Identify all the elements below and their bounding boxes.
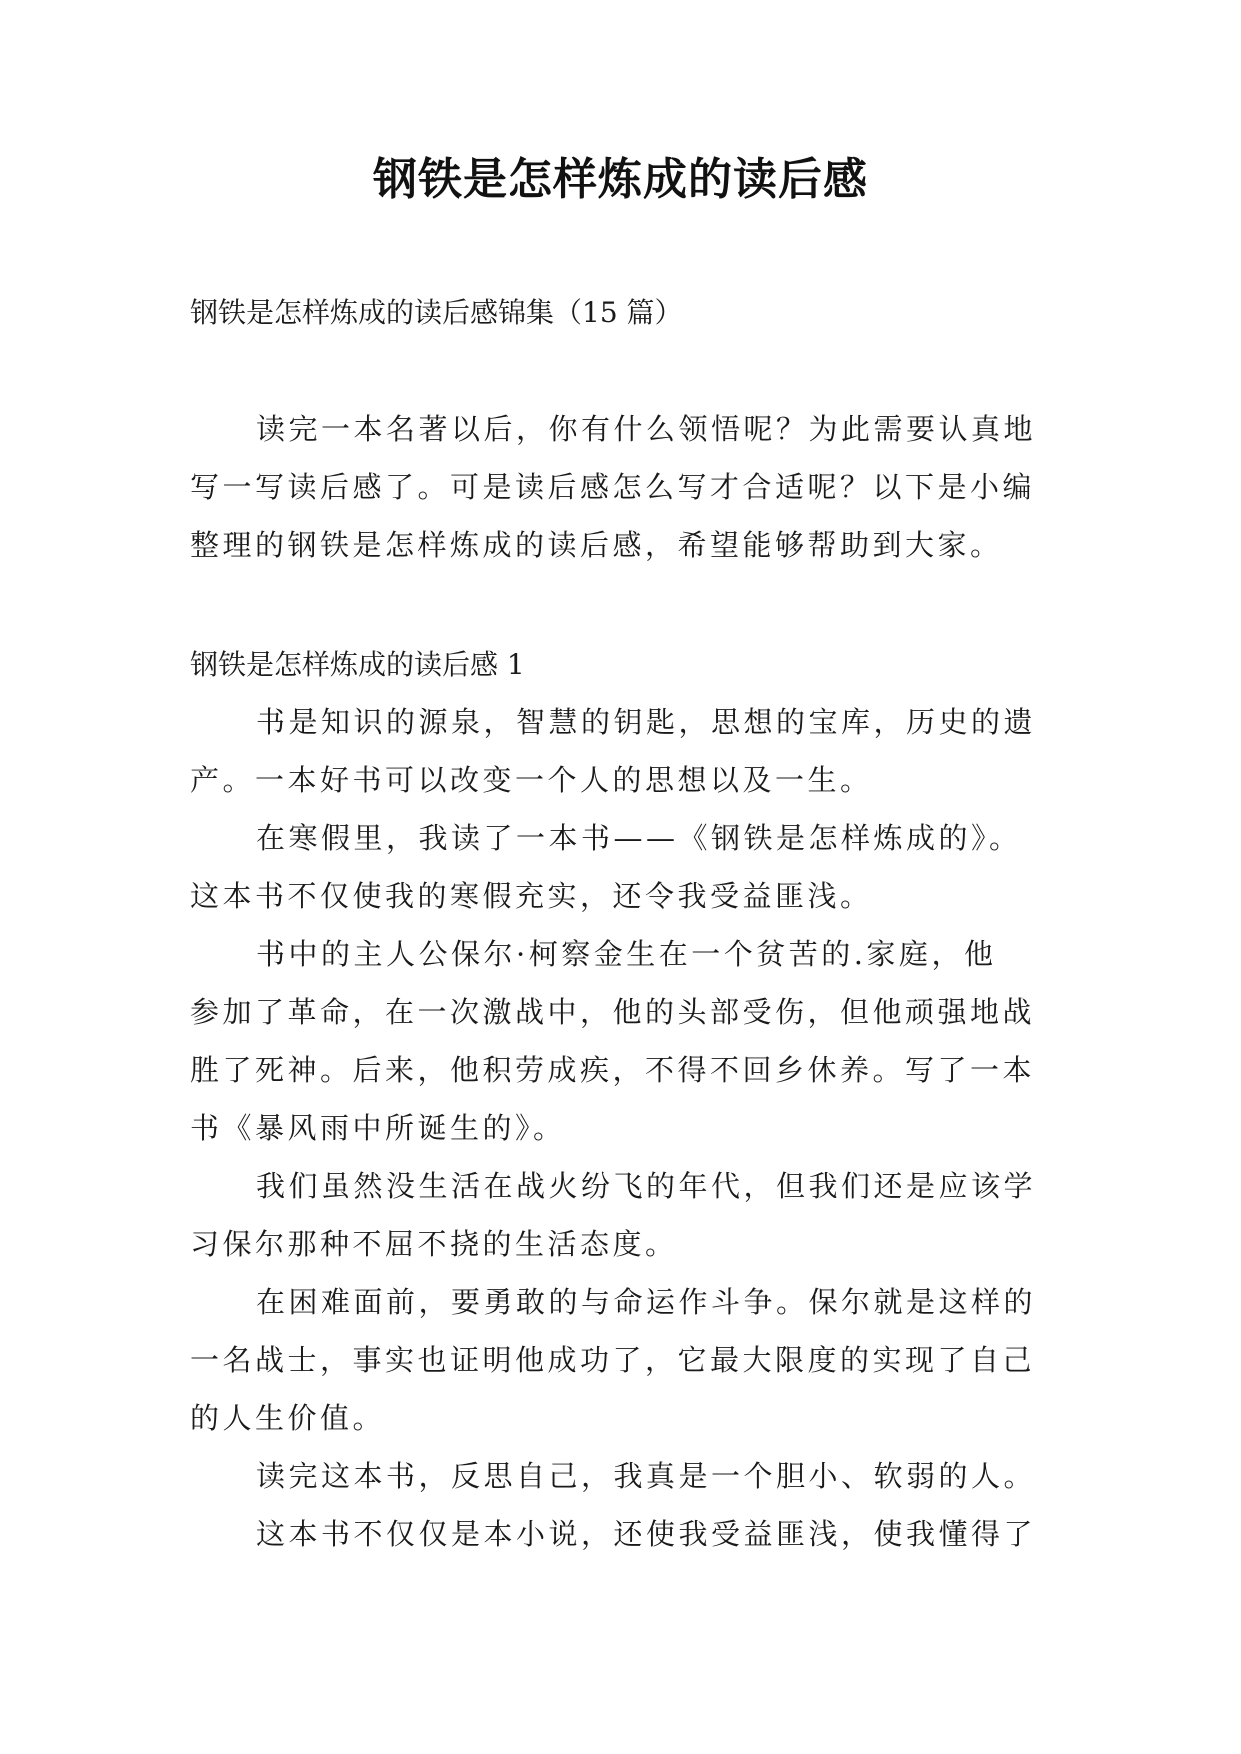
section-heading: 钢铁是怎样炼成的读后感 1	[190, 648, 525, 681]
intro-line: 写一写读后感了。可是读后感怎么写才合适呢？以下是小编	[190, 470, 1036, 504]
body-line: 的人生价值。	[190, 1401, 386, 1435]
body-line: 在困难面前，要勇敢的与命运作斗争。保尔就是这样的	[256, 1285, 1037, 1319]
body-line: 习保尔那种不屈不挠的生活态度。	[190, 1227, 678, 1261]
body-line: 参加了革命，在一次激战中，他的头部受伤，但他顽强地战	[190, 995, 1036, 1029]
body-line: 胜了死神。后来，他积劳成疾，不得不回乡休养。写了一本	[190, 1053, 1036, 1087]
document-subtitle: 钢铁是怎样炼成的读后感锦集（15 篇）	[190, 296, 683, 329]
body-line: 一名战士，事实也证明他成功了，它最大限度的实现了自己	[190, 1343, 1036, 1377]
body-line: 产。一本好书可以改变一个人的思想以及一生。	[190, 763, 873, 797]
body-line: 我们虽然没生活在战火纷飞的年代，但我们还是应该学	[256, 1169, 1037, 1203]
body-line: 在寒假里，我读了一本书——《钢铁是怎样炼成的》。	[256, 821, 1022, 855]
body-line: 这本书不仅仅是本小说，还使我受益匪浅，使我懂得了	[256, 1517, 1037, 1551]
body-line: 书是知识的源泉，智慧的钥匙，思想的宝库，历史的遗	[256, 705, 1037, 739]
intro-paragraph	[190, 400, 1036, 574]
body-text	[190, 693, 1036, 1563]
intro-line: 整理的钢铁是怎样炼成的读后感，希望能够帮助到大家。	[190, 528, 1003, 562]
body-line: 书《暴风雨中所诞生的》。	[190, 1111, 566, 1145]
document-title: 钢铁是怎样炼成的读后感	[373, 154, 868, 205]
body-line: 读完这本书，反思自己，我真是一个胆小、软弱的人。	[256, 1459, 1037, 1493]
body-line: 这本书不仅使我的寒假充实，还令我受益匪浅。	[190, 879, 873, 913]
body-line: 书中的主人公保尔·柯察金生在一个贫苦的.家庭，他	[256, 937, 997, 971]
intro-line: 读完一本名著以后，你有什么领悟呢？为此需要认真地	[256, 412, 1037, 446]
